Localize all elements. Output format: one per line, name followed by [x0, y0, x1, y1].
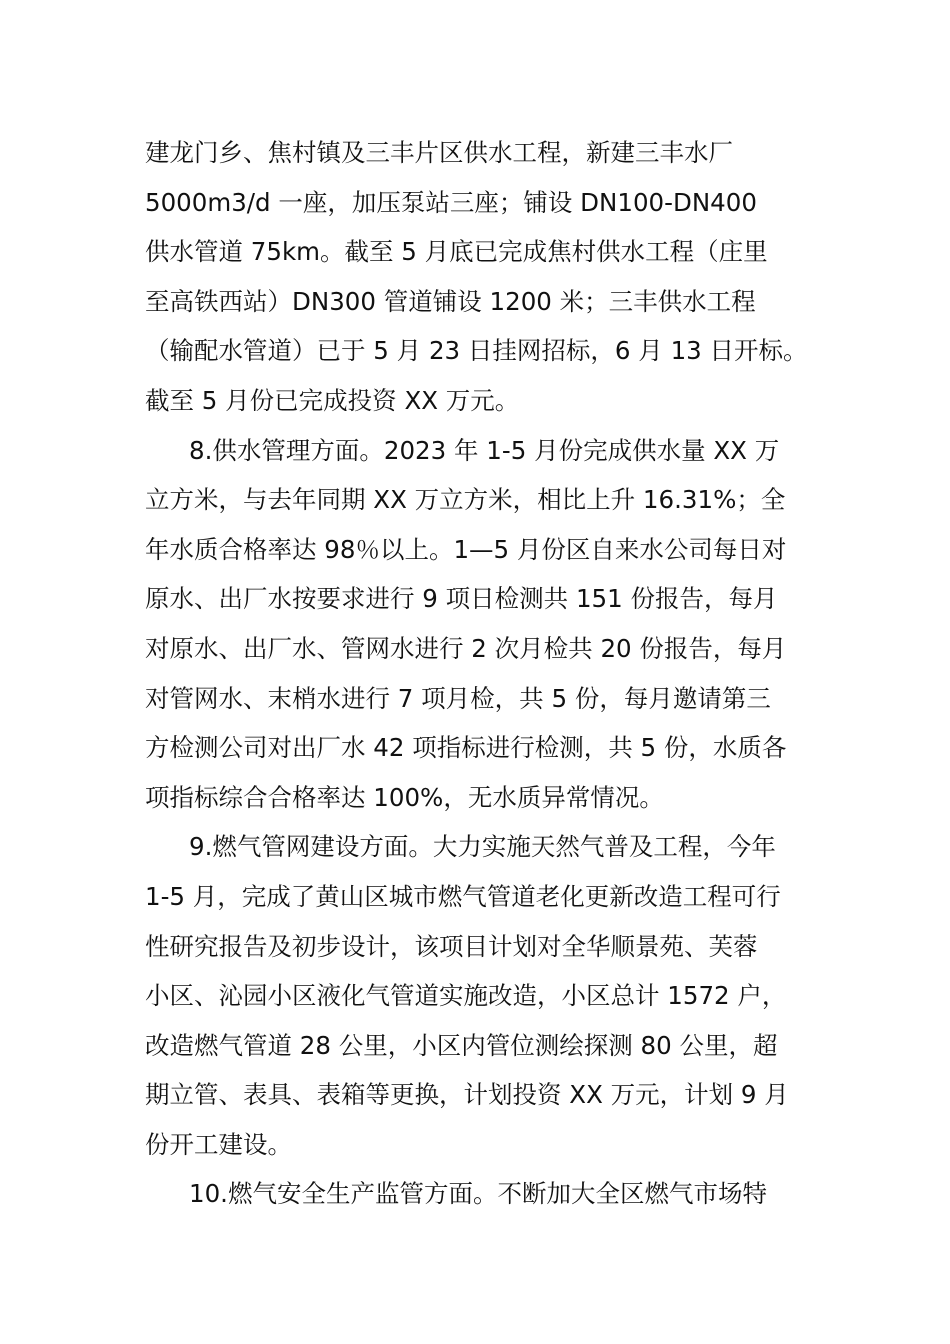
- text-line: 原水、出厂水按要求进行 9 项日检测共 151 份报告，每月: [145, 584, 778, 614]
- text-line: 项指标综合合格率达 100%，无水质异常情况。: [145, 782, 664, 812]
- text-line: 截至 5 月份已完成投资 XX 万元。: [145, 385, 520, 415]
- text-line: 供水管道 75km。截至 5 月底已完成焦村供水工程（庄里: [145, 237, 768, 267]
- text-line: 建龙门乡、焦村镇及三丰片区供水工程，新建三丰水厂: [145, 138, 733, 167]
- text-line: 10.燃气安全生产监管方面。不断加大全区燃气市场特: [189, 1179, 767, 1209]
- text-line: 对管网水、末梢水进行 7 项月检，共 5 份，每月邀请第三: [145, 683, 771, 713]
- text-line: 小区、沁园小区液化气管道实施改造，小区总计 1572 户，: [145, 981, 787, 1011]
- text-line: 改造燃气管道 28 公里，小区内管位测绘探测 80 公里，超: [145, 1030, 778, 1060]
- body-text: [145, 128, 810, 1219]
- text-line: （输配水管道）已于 5 月 23 日挂网招标，6 月 13 日开标。: [145, 336, 808, 366]
- text-line: 1-5 月，完成了黄山区城市燃气管道老化更新改造工程可行: [145, 881, 781, 911]
- text-line: 8.供水管理方面。2023 年 1-5 月份完成供水量 XX 万: [189, 435, 780, 465]
- text-line: 至高铁西站）DN300 管道铺设 1200 米；三丰供水工程: [145, 286, 756, 316]
- text-line: 5000m3/d 一座，加压泵站三座；铺设 DN100-DN400: [145, 187, 757, 217]
- text-line: 年水质合格率达 98％以上。1—5 月份区自来水公司每日对: [145, 534, 787, 564]
- text-line: 性研究报告及初步设计，该项目计划对全华顺景苑、芙蓉: [145, 931, 758, 961]
- text-line: 方检测公司对出厂水 42 项指标进行检测，共 5 份，水质各: [145, 733, 787, 763]
- text-line: 9.燃气管网建设方面。大力实施天然气普及工程，今年: [189, 832, 776, 862]
- text-line: 期立管、表具、表箱等更换，计划投资 XX 万元，计划 9 月: [145, 1080, 789, 1110]
- text-line: 对原水、出厂水、管网水进行 2 次月检共 20 份报告，每月: [145, 633, 787, 663]
- text-line: 份开工建设。: [145, 1129, 292, 1159]
- text-line: 立方米，与去年同期 XX 万立方米，相比上升 16.31%；全: [145, 485, 786, 515]
